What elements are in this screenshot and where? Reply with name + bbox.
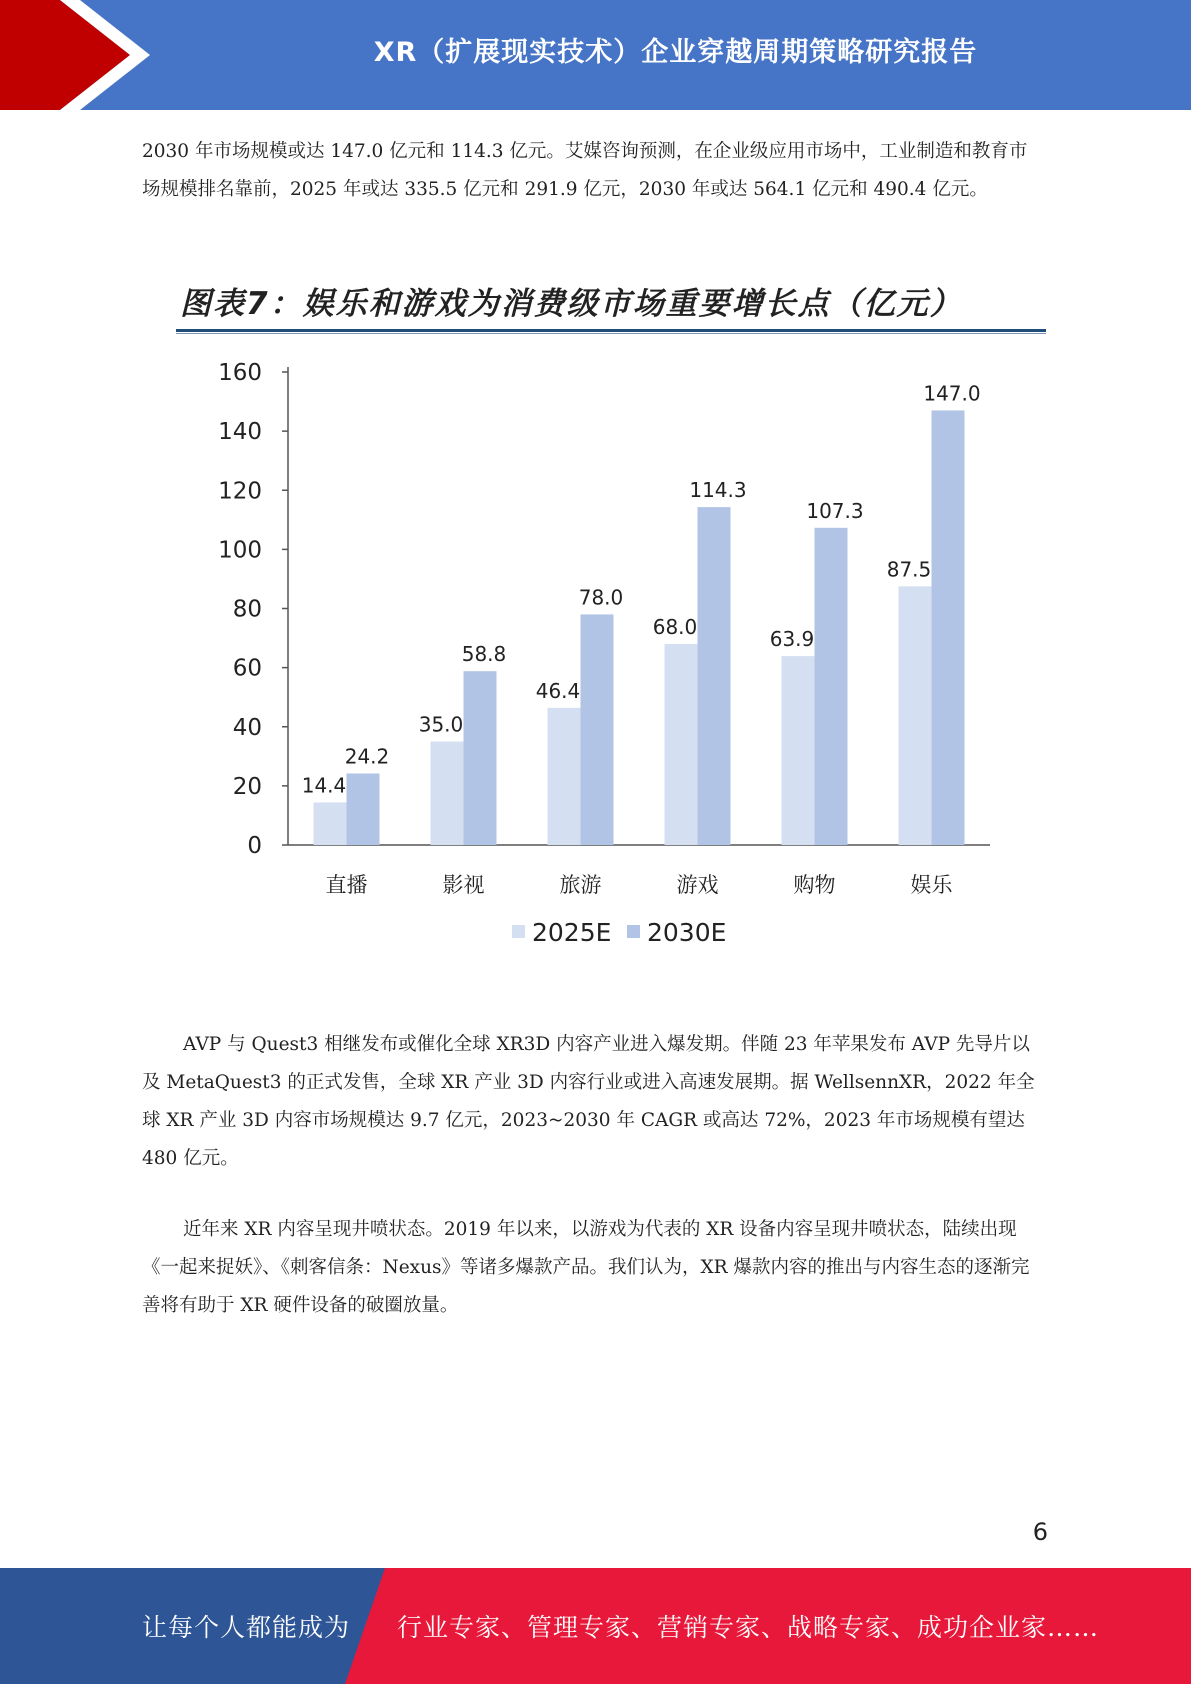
bar-2030E-旅游 <box>581 614 614 845</box>
y-tick-label: 100 <box>218 537 262 564</box>
data-label-2025E-游戏: 68.0 <box>652 614 698 639</box>
x-category-label: 直播 <box>325 873 368 897</box>
bar-2030E-直播 <box>347 773 380 845</box>
data-label-2025E-旅游: 46.4 <box>535 678 581 703</box>
data-label-2025E-购物: 63.9 <box>769 627 815 652</box>
bar-2025E-游戏 <box>665 644 698 845</box>
x-axis-labels <box>326 873 954 897</box>
data-label-2025E-影视: 35.0 <box>418 712 464 737</box>
legend-swatch-2030E <box>627 925 640 938</box>
y-tick-label: 40 <box>232 714 262 741</box>
bar-2030E-娱乐 <box>932 410 965 845</box>
data-label-2025E-直播: 14.4 <box>301 773 347 798</box>
x-category-label: 影视 <box>442 873 485 897</box>
report-title: XR（扩展现实技术）企业穿越周期策略研究报告 <box>373 36 978 68</box>
legend-label-2030E: 2030E <box>647 918 727 947</box>
data-label-2030E-影视: 58.8 <box>461 642 507 667</box>
page-header <box>0 0 1191 110</box>
data-label-2030E-娱乐: 147.0 <box>923 381 981 406</box>
bar-2025E-旅游 <box>548 708 581 845</box>
bar-chart <box>140 345 1040 975</box>
y-tick-label: 80 <box>232 596 262 623</box>
data-label-2030E-旅游: 78.0 <box>578 585 624 610</box>
y-tick-label: 20 <box>232 773 262 800</box>
bar-2025E-娱乐 <box>899 586 932 845</box>
chart-title-rule <box>176 329 1046 332</box>
x-category-label: 购物 <box>793 873 836 897</box>
body-paragraph-1: 2030 年市场规模或达 147.0 亿元和 114.3 亿元。艾媒咨询预测，在企业级应用市场中，工业制造和教育市场规模排名靠前，2025 年或达 335.5 亿元和 291.9 亿元，2030 年或达 564.1 亿元和 490.4 亿元。 <box>142 141 1028 200</box>
data-label-2025E-娱乐: 87.5 <box>886 557 932 582</box>
data-label-2030E-直播: 24.2 <box>344 744 390 769</box>
bar-2025E-购物 <box>782 656 815 845</box>
bar-2030E-影视 <box>464 671 497 845</box>
y-tick-label: 0 <box>247 833 262 859</box>
y-tick-label: 160 <box>218 360 262 386</box>
bar-2025E-直播 <box>314 802 347 845</box>
bar-2025E-影视 <box>431 742 464 845</box>
bar-2030E-购物 <box>815 528 848 845</box>
bar-2030E-游戏 <box>698 507 731 845</box>
chart-legend <box>512 918 726 947</box>
legend-label-2025E: 2025E <box>532 918 612 947</box>
y-tick-label: 120 <box>218 478 262 505</box>
x-category-label: 娱乐 <box>910 873 953 897</box>
data-label-2030E-购物: 107.3 <box>806 498 864 523</box>
y-tick-label: 140 <box>218 419 262 446</box>
page-number: 6 <box>1032 1518 1048 1546</box>
page-footer <box>0 1568 1191 1684</box>
x-category-label: 游戏 <box>676 873 719 897</box>
chart-data-labels <box>302 381 981 797</box>
chart-title: 图表7：娱乐和游戏为消费级市场重要增长点（亿元） <box>180 286 963 322</box>
footer-slogan-left: 让每个人都能成为 <box>142 1613 351 1642</box>
body-paragraph-2: AVP 与 Quest3 相继发布或催化全球 XR3D 内容产业进入爆发期。伴随 23 年苹果发布 AVP 先导片以及 MetaQuest3 的正式发售，全球 XR 产业 3D 内容行业或进入高速发展期。据 WellsennXR，2022 年全球 XR 产业 3D 内容市场规模达 9.7 亿元，2023~2030 年 CAGR 或高达 72%，2023 年市场规模有望达 480 亿元。 <box>142 1034 1035 1169</box>
y-tick-label: 60 <box>232 655 262 682</box>
legend-swatch-2025E <box>512 925 525 938</box>
chart-title-rule-thin <box>176 333 1046 334</box>
footer-slogan-right: 行业专家、管理专家、营销专家、战略专家、成功企业家…… <box>397 1613 1100 1642</box>
chart-bars <box>314 410 965 845</box>
x-category-label: 旅游 <box>559 873 602 897</box>
header-arrow-graphic <box>0 0 160 110</box>
data-label-2030E-游戏: 114.3 <box>689 478 747 503</box>
body-paragraph-3: 近年来 XR 内容呈现井喷状态。2019 年以来，以游戏为代表的 XR 设备内容呈现井喷状态，陆续出现《一起来捉妖》、《刺客信条：Nexus》等诸多爆款产品。我们认为，XR 爆款内容的推出与内容生态的逐渐完善将有助于 XR 硬件设备的破圈放量。 <box>142 1219 1030 1316</box>
